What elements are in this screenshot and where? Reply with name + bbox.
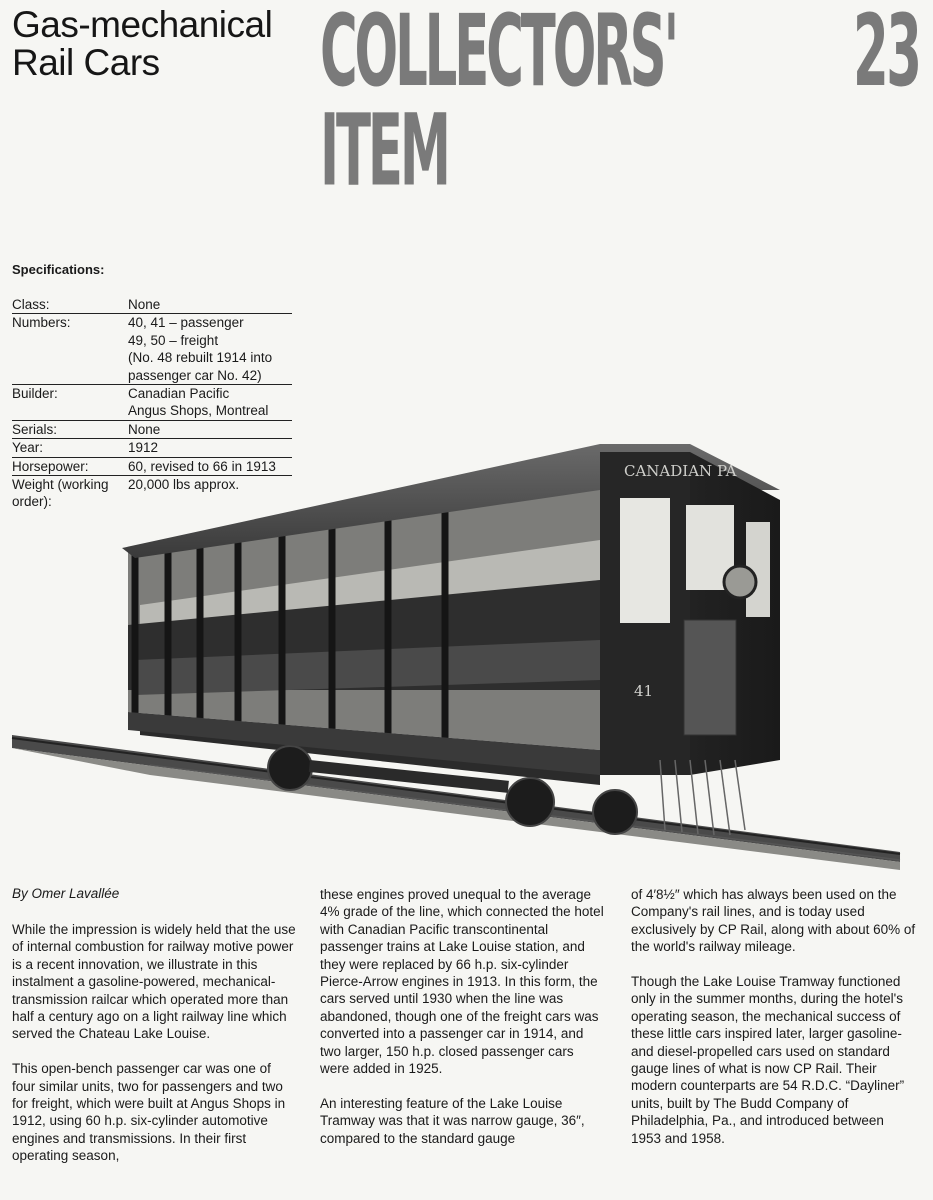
cab-illustration xyxy=(600,452,780,835)
spec-value-line: None xyxy=(128,421,161,437)
specifications-heading: Specifications: xyxy=(12,262,105,277)
spec-value xyxy=(128,385,292,421)
car-number-label: 41 xyxy=(634,682,654,700)
spec-value-line: 40, 41 – passenger xyxy=(128,315,244,331)
article-column-2 xyxy=(320,886,605,1164)
article-paragraph: This open-bench passenger car was one of four similar units, two for passengers and two for freight, which were built at Angus Shops in 1912, using 60 h.p. six-cylinder automotive engines and transmissions. In their first operating season, xyxy=(12,1061,286,1164)
spec-value-line: passenger car No. 42) xyxy=(128,367,262,383)
headline-line-1: Gas-mechanical xyxy=(12,4,273,45)
spec-row-numbers xyxy=(12,314,292,385)
series-title xyxy=(320,0,677,209)
article-paragraph: these engines proved unequal to the average 4% grade of the line, which connected the hotel with Canadian Pacific transcontinental passenger trains at Lake Louise station, and they were replaced by 66 h.p. six-cylinder Pierce-Arrow engines in 1913. In this form, the cars served until 1930 when the line was abandoned, though one of the freight cars was converted into a passenger car in 1914, and two larger, 150 h.p. closed passenger cars were added in 1925. xyxy=(320,887,604,1077)
series-title-line-1: COLLECTORS' xyxy=(320,0,677,109)
byline: By Omer Lavallée xyxy=(12,886,120,901)
spec-label: Horsepower: xyxy=(12,457,128,475)
spec-value-line: 49, 50 – freight xyxy=(128,332,219,348)
headline-line-2: Rail Cars xyxy=(12,42,160,83)
issue-number: 23 xyxy=(853,0,920,109)
spec-value xyxy=(128,296,292,314)
article-column-3 xyxy=(631,886,916,1164)
article-paragraph: Though the Lake Louise Tramway functioned only in the summer months, during the hotel's operating season, the mechanical success of these little cars inspired later, larger gasoline-and diesel-propelled cars used on standard gauge lines of what is now CP Rail. Their modern counterparts are 54 R.D.C. “Dayliner” units, built by The Budd Company of Philadelphia, Pa., and introduced between 1953 and 1958. xyxy=(631,974,905,1146)
spec-label: Numbers: xyxy=(12,314,128,385)
railcar-photo xyxy=(0,430,933,870)
spec-label: Builder: xyxy=(12,385,128,421)
spec-value-line: Canadian Pacific xyxy=(128,386,230,402)
article-paragraph: While the impression is widely held that the use of internal combustion for railway motive power is a recent innovation, we illustrate in this instalment a gasoline-powered, mechanical-transmission railcar which operated more than half a century ago on a light railway line which served the Chateau Lake Louise. xyxy=(12,922,296,1042)
article-headline xyxy=(12,6,272,82)
spec-label: Year: xyxy=(12,439,128,457)
article-paragraph: An interesting feature of the Lake Louise Tramway was that it was narrow gauge, 36″, compared to the standard gauge xyxy=(320,1095,585,1146)
article-column-1 xyxy=(12,921,297,1182)
spec-row-class xyxy=(12,296,292,314)
car-lettering: CANADIAN PA xyxy=(624,462,737,480)
spec-value-line: 60, revised to 66 in 1913 xyxy=(128,458,276,474)
article-paragraph: of 4′8½″ which has always been used on the Company's rail lines, and is today used exclusively by CP Rail, along with about 60% of the world's railway mileage. xyxy=(631,887,916,955)
series-title-line-2: ITEM xyxy=(320,92,448,209)
spec-row-builder xyxy=(12,385,292,421)
spec-value-line: None xyxy=(128,297,161,312)
spec-label: Serials: xyxy=(12,420,128,438)
spec-value-line: (No. 48 rebuilt 1914 into xyxy=(128,350,273,366)
spec-label: Weight (working order): xyxy=(12,477,109,510)
spec-value-line: 1912 xyxy=(128,440,159,456)
spec-value-line: Angus Shops, Montreal xyxy=(128,403,269,419)
spec-value xyxy=(128,314,292,385)
spec-value-line: 20,000 lbs approx. xyxy=(128,477,240,493)
spec-label: Class: xyxy=(12,296,128,314)
